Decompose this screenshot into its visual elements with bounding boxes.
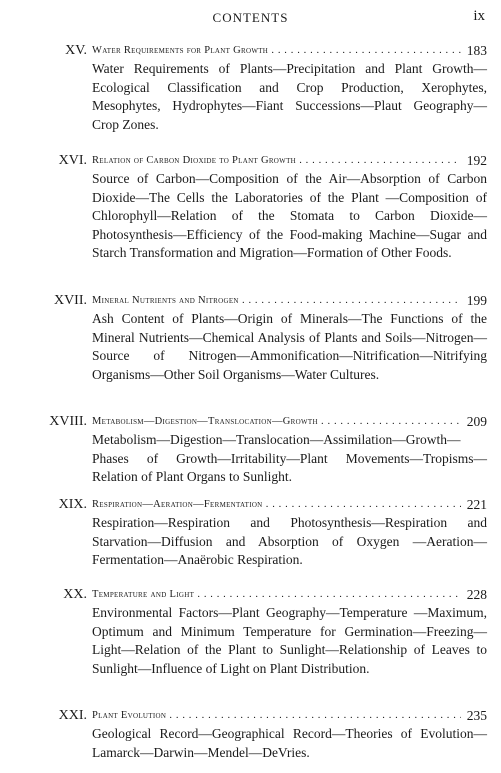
chapter-numeral: XIX. bbox=[58, 497, 87, 512]
page-number: ix bbox=[473, 8, 485, 24]
chapter-page-number: 192 bbox=[461, 152, 487, 170]
chapter-page-number: 221 bbox=[461, 496, 487, 514]
chapter-description: Metabolism—Digestion—Translocation—Assimilation—Growth—Phases of Growth—Irritability—Plant Movements—Tropisms—Relation of Plant Organs to Sunlight. bbox=[92, 432, 487, 484]
entry-heading bbox=[0, 292, 501, 310]
chapter-title: Relation of Carbon Dioxide to Plant Growth . . . bbox=[92, 152, 463, 170]
chapter-title: Metabolism—Digestion—Translocation—Growth . . . bbox=[92, 413, 463, 431]
entry-heading bbox=[0, 707, 501, 725]
page-title: CONTENTS bbox=[212, 10, 289, 25]
chapter-title: Respiration—Aeration—Fermentation . . . bbox=[92, 496, 463, 514]
chapter-page-number: 209 bbox=[461, 413, 487, 431]
chapter-description: Ash Content of Plants—Origin of Minerals—The Functions of the Mineral Nutrients—Chemical Analysis of Plants and Soils—Nitrogen—Source of Nitrogen—Ammonification—Nitrification—Nitrifying Organisms—Other Soil Organisms—Water Cultures. bbox=[92, 311, 487, 382]
chapter-title: Temperature and Light . . . bbox=[92, 586, 463, 604]
chapter-page-number: 235 bbox=[461, 707, 487, 725]
page-header bbox=[0, 8, 501, 28]
chapter-numeral: XVI. bbox=[58, 153, 87, 168]
chapter-description: Respiration—Respiration and Photosynthesis—Respiration and Starvation—Diffusion and Absorption of Oxygen —Aeration—Fermentation—Anaërobic Respiration. bbox=[92, 515, 487, 567]
chapter-numeral: XXI. bbox=[58, 708, 87, 723]
entry-heading bbox=[0, 413, 501, 431]
chapter-numeral: XV. bbox=[65, 43, 87, 58]
chapter-description: Geological Record—Geographical Record—Theories of Evolution—Lamarck—Darwin—Mendel—DeVries. bbox=[92, 726, 487, 760]
chapter-description: Environmental Factors—Plant Geography—Temperature —Maximum, Optimum and Minimum Temperature for Germination—Freezing—Light—Relation of the Plant to Sunlight—Relationship of Leaves to Sunlight—Influence of Light on Plant Distribution. bbox=[92, 605, 487, 676]
chapter-page-number: 183 bbox=[461, 42, 487, 60]
chapter-title: Water Requirements for Plant Growth . . . bbox=[92, 42, 463, 60]
chapter-title: Mineral Nutrients and Nitrogen . . . bbox=[92, 292, 463, 310]
chapter-description: Water Requirements of Plants—Precipitation and Plant Growth—Ecological Classification and Crop Production, Xerophytes, Mesophytes, Hydrophytes—Fiant Successions—Plaut Geography—Crop Zones. bbox=[92, 61, 487, 132]
chapter-numeral: XVII. bbox=[53, 293, 87, 308]
chapter-page-number: 199 bbox=[461, 292, 487, 310]
entry-heading bbox=[0, 152, 501, 170]
chapter-page-number: 228 bbox=[461, 586, 487, 604]
chapter-description: Source of Carbon—Composition of the Air—Absorption of Carbon Dioxide—The Cells the Laboratories of the Plant —Composition of Chlorophyll—Relation of the Stomata to Carbon Dioxide—Photosynthesis—Efficiency of the Food-making Machine—Sugar and Starch Transformation and Migration—Formation of Other Foods. bbox=[92, 171, 487, 260]
entry-heading bbox=[0, 496, 501, 514]
entry-heading bbox=[0, 42, 501, 60]
chapter-numeral: XVIII. bbox=[49, 414, 87, 429]
entry-heading bbox=[0, 586, 501, 604]
chapter-numeral: XX. bbox=[63, 587, 87, 602]
chapter-title: Plant Evolution . . . bbox=[92, 707, 463, 725]
